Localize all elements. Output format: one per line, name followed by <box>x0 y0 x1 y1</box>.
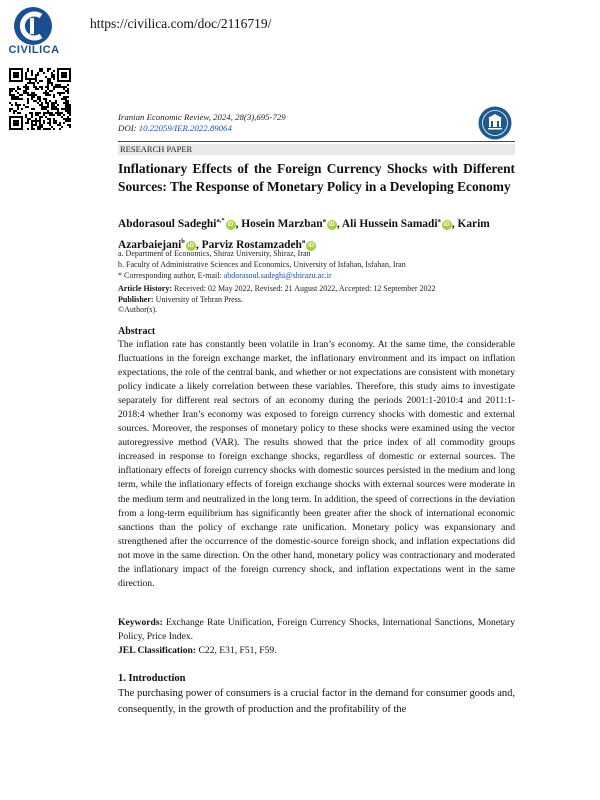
header-divider <box>118 141 515 142</box>
orcid-icon[interactable]: iD <box>328 221 335 228</box>
affiliation-b: b. Faculty of Administrative Sciences and Economics, University of Isfahan, Isfahan, Iran <box>118 260 406 269</box>
corresponding-author-label: * Corresponding author, E-mail: <box>118 271 224 280</box>
section-heading-introduction: 1. Introduction <box>118 673 186 684</box>
author-name: Parviz Rostamzadeh <box>201 238 302 251</box>
keywords-label: Keywords: <box>118 617 163 628</box>
orcid-icon[interactable]: iD <box>443 221 450 228</box>
author-affiliation-mark: a <box>322 217 326 224</box>
jel-codes: C22, E31, F51, F59. <box>196 645 277 656</box>
qr-code-icon <box>9 68 71 130</box>
civilica-logo-text: CIVILICA <box>8 44 60 56</box>
publisher-name: University of Tehran Press. <box>153 294 243 304</box>
paper-title: Inflationary Effects of the Foreign Currency Shocks with Different Sources: The Response of Monetary Policy in a Developing Economy <box>118 161 515 194</box>
article-history <box>118 284 518 316</box>
author-affiliation-mark: a <box>301 237 306 245</box>
introduction-text: The purchasing power of consumers is a crucial factor in the demand for consumer goods and, consequently, in the growth of production and the profitability of the <box>118 688 515 715</box>
author-name: Hosein Marzban <box>241 217 323 230</box>
orcid-icon[interactable]: iD <box>187 242 194 249</box>
document-url-link[interactable]: https://civilica.com/doc/2116719/ <box>90 16 272 31</box>
publisher-line <box>118 295 518 306</box>
keywords <box>118 616 515 644</box>
copyright-line: ©Author(s). <box>118 305 158 314</box>
history-label: Article History: <box>118 284 172 293</box>
author-name: Karim Azarbaiejani <box>118 217 490 251</box>
paper-type-banner: RESEARCH PAPER <box>118 144 515 155</box>
author-name: Ali Hussein Samadi <box>341 217 438 230</box>
orcid-icon[interactable]: iD <box>308 242 315 249</box>
history-dates: Received: 02 May 2022, Revised: 21 August 2022, Accepted: 12 September 2022 <box>171 284 436 293</box>
doi-line <box>118 123 286 134</box>
abstract-heading: Abstract <box>118 326 156 337</box>
history-line <box>118 284 518 295</box>
doi-link[interactable]: 10.22059/IER.2022.89064 <box>138 123 232 133</box>
author-list: Abdorasoul Sadeghi$^{a,*}$iD , Hosein Marzban$^a$iD , Ali Hussein Samadi$^a$iD , Karim Azarbaiejani$^b$iD , Parviz Rostamzadeh$^a$iD <box>118 217 490 251</box>
corresponding-email-link[interactable]: abdorasoul.sadeghi@shirazu.ac.ir <box>223 271 332 280</box>
abstract-text: The inflation rate has constantly been volatile in Iran’s economy. At the same time, the considerable fluctuations in the foreign exchange market, the inflationary environment and its impact on inflation expectations, the role of the central bank, and whether or not expectations are consistent with monetary policy indicate a likely correlation between these variables. Therefore, this study aims to investigate separately for different real sectors of an economy during the periods 2001:1-2010:4 and 2011:1-2018:4 whether Iran’s economy was exposed to foreign currency shocks with domestic and external sources. Moreover, the responses of monetary policy to these shocks were examined using the vector autoregressive method (VAR). The results showed that the price index of all commodity groups increased in response to foreign exchange shocks, regardless of domestic or external sources. The inflationary effects of foreign currency shocks with domestic sources persisted in the medium and long term, while the inflationary effects of foreign exchange shocks with external sources were moderate in the medium term and neutralized in the long term. In addition, the speed of corrections in the deviation from a long-term equilibrium has significantly been greater after the shock of international economic sanctions than the policy of exchange rate unification. Monetary policy was expansionary and strengthened after the occurrence of the domestic-source foreign shock, and inflation expectations did not move in the same direction. On the other hand, monetary policy was contractionary and moderated the inflationary impact of the foreign currency shock, and inflation expectations went in the same direction. <box>118 339 515 589</box>
affiliation-a: a. Department of Economics, Shiraz University, Shiraz, Iran <box>118 249 311 258</box>
journal-citation-line: Iranian Economic Review, 2024, 28(3),695-729 <box>118 112 286 122</box>
publisher-label: Publisher: <box>118 294 154 304</box>
jel-label: JEL Classification: <box>118 645 197 656</box>
corresponding-author <box>118 270 515 281</box>
author-name: Abdorasoul Sadeghi <box>118 217 217 230</box>
author-affiliation-mark: a,* <box>216 217 225 224</box>
orcid-icon[interactable]: iD <box>227 221 234 228</box>
university-seal-icon <box>478 106 512 140</box>
doi-label: DOI: <box>118 123 139 133</box>
author-affiliation-mark: b <box>181 237 185 245</box>
jel-classification <box>118 644 515 658</box>
journal-citation <box>118 112 286 134</box>
affiliations <box>118 248 515 281</box>
keywords-text: Exchange Rate Unification, Foreign Currency Shocks, International Sanctions, Monetary Policy, Price Index. <box>118 617 515 642</box>
author-affiliation-mark: a <box>437 217 441 224</box>
